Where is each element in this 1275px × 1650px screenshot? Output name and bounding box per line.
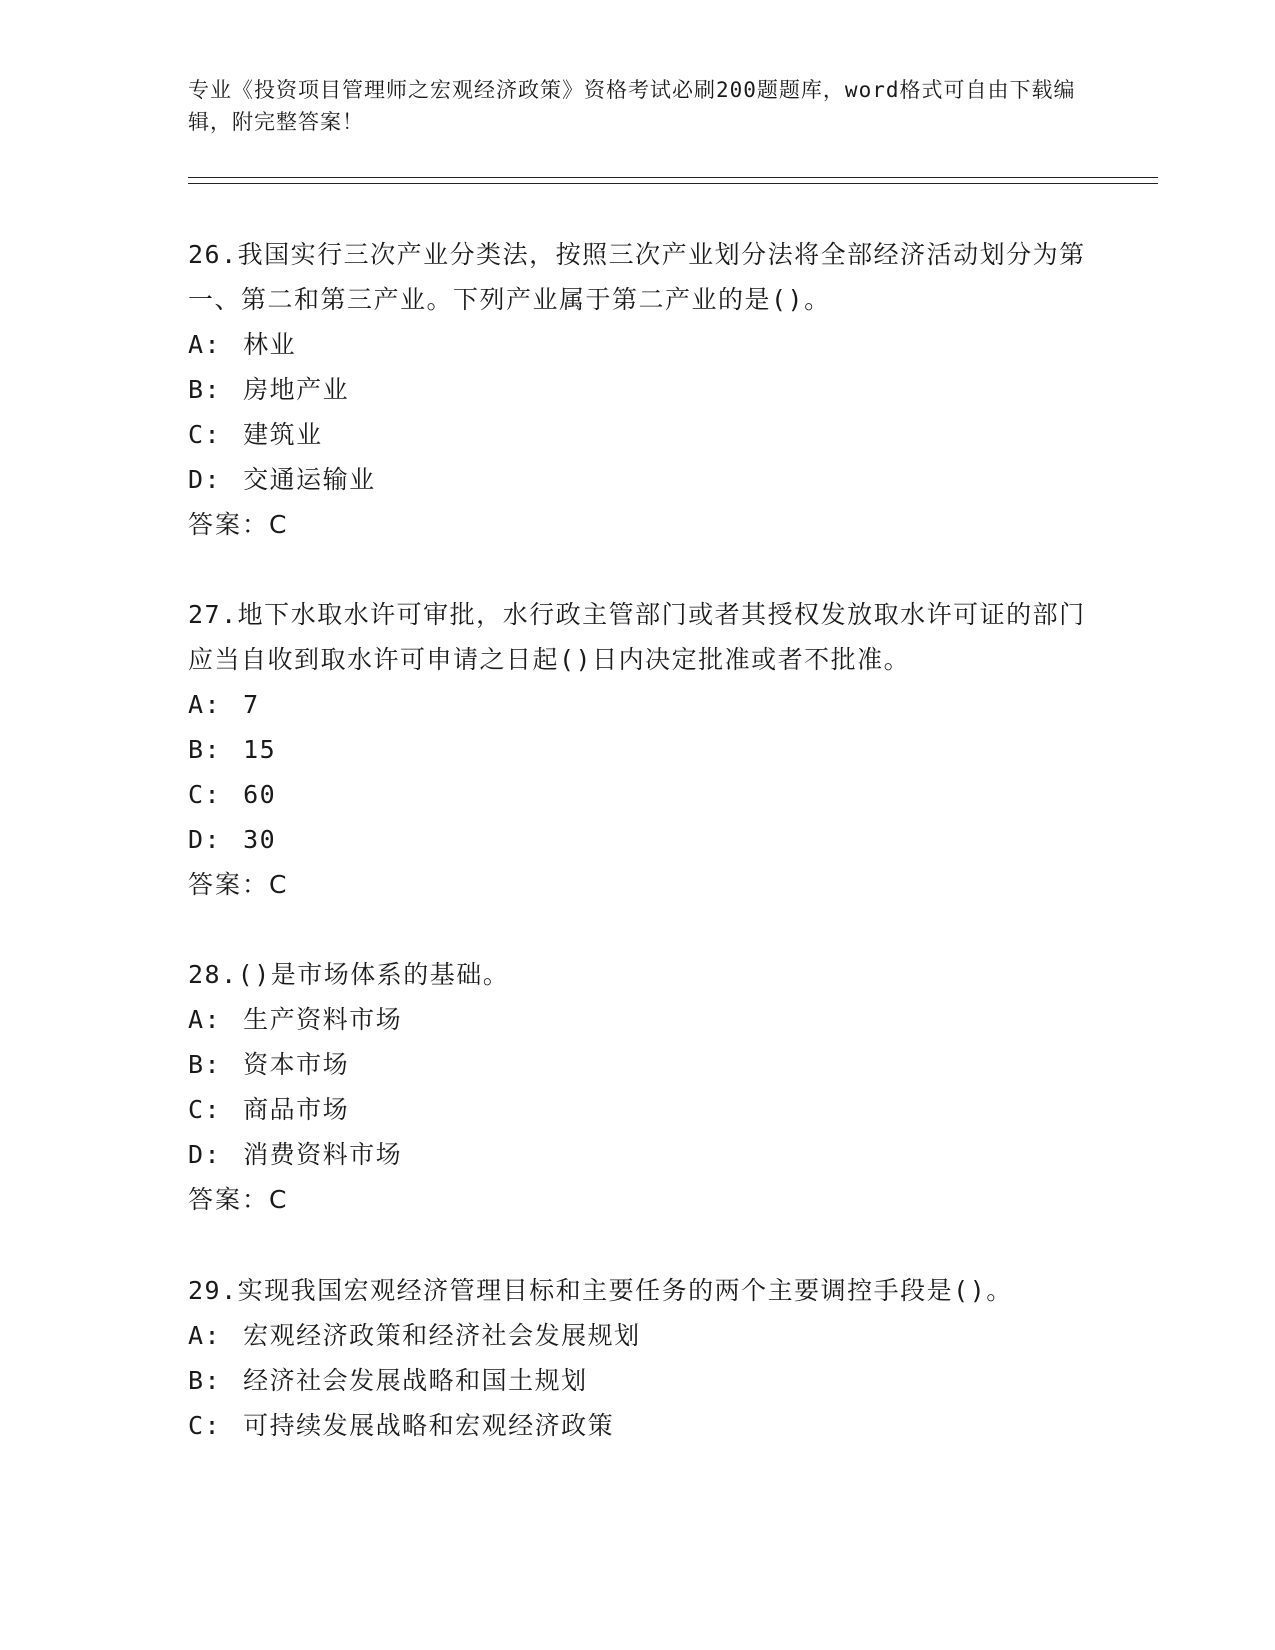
option-text: 30 [243, 825, 277, 854]
option-key: B: [188, 735, 222, 764]
option-b [188, 1358, 1088, 1403]
option-key: C: [188, 780, 222, 809]
option-text: 林业 [243, 330, 297, 359]
answer-line: 答案：C [188, 1185, 289, 1214]
option-text: 15 [243, 735, 277, 764]
option-d [188, 817, 1088, 862]
option-key: C: [188, 1095, 222, 1124]
option-key: A: [188, 1005, 222, 1034]
option-text: 经济社会发展战略和国土规划 [243, 1366, 588, 1395]
header-divider-bottom [188, 183, 1158, 184]
option-text: 交通运输业 [243, 465, 376, 494]
option-text: 可持续发展战略和宏观经济政策 [243, 1411, 615, 1440]
option-b [188, 1042, 1088, 1087]
option-key: B: [188, 1366, 222, 1395]
option-b [188, 367, 1088, 412]
option-c [188, 772, 1088, 817]
question-28 [188, 952, 1088, 1222]
option-key: D: [188, 825, 222, 854]
option-text: 60 [243, 780, 277, 809]
document-header: 专业《投资项目管理师之宏观经济政策》资格考试必刷200题题库，word格式可自由下载编辑，附完整答案！ [188, 78, 1076, 134]
option-key: B: [188, 1050, 222, 1079]
option-key: A: [188, 330, 222, 359]
question-29 [188, 1268, 1088, 1448]
option-text: 房地产业 [243, 375, 350, 404]
question-stem: 28.()是市场体系的基础。 [188, 960, 510, 989]
option-key: D: [188, 465, 222, 494]
option-text: 7 [243, 690, 260, 719]
answer-line: 答案：C [188, 510, 289, 539]
question-stem: 27.地下水取水许可审批，水行政主管部门或者其授权发放取水许可证的部门应当自收到取水许可申请之日起()日内决定批准或者不批准。 [188, 600, 1086, 674]
option-a [188, 997, 1088, 1042]
option-key: B: [188, 375, 222, 404]
option-a [188, 322, 1088, 367]
option-key: C: [188, 420, 222, 449]
option-text: 商品市场 [243, 1095, 350, 1124]
option-key: A: [188, 690, 222, 719]
option-a [188, 682, 1088, 727]
option-a [188, 1313, 1088, 1358]
option-c [188, 1087, 1088, 1132]
option-text: 资本市场 [243, 1050, 350, 1079]
option-text: 建筑业 [243, 420, 323, 449]
question-27 [188, 592, 1088, 907]
option-c [188, 412, 1088, 457]
option-key: A: [188, 1321, 222, 1350]
question-stem: 26.我国实行三次产业分类法，按照三次产业划分法将全部经济活动划分为第一、第二和第三产业。下列产业属于第二产业的是()。 [188, 240, 1086, 314]
option-text: 宏观经济政策和经济社会发展规划 [243, 1321, 641, 1350]
header-divider-top [188, 177, 1158, 178]
option-key: D: [188, 1140, 222, 1169]
option-b [188, 727, 1088, 772]
answer-line: 答案：C [188, 870, 289, 899]
option-d [188, 1132, 1088, 1177]
option-c [188, 1403, 1088, 1448]
option-key: C: [188, 1411, 222, 1440]
option-d [188, 457, 1088, 502]
option-text: 消费资料市场 [243, 1140, 403, 1169]
question-stem: 29.实现我国宏观经济管理目标和主要任务的两个主要调控手段是()。 [188, 1276, 1013, 1305]
option-text: 生产资料市场 [243, 1005, 403, 1034]
question-26 [188, 232, 1088, 547]
